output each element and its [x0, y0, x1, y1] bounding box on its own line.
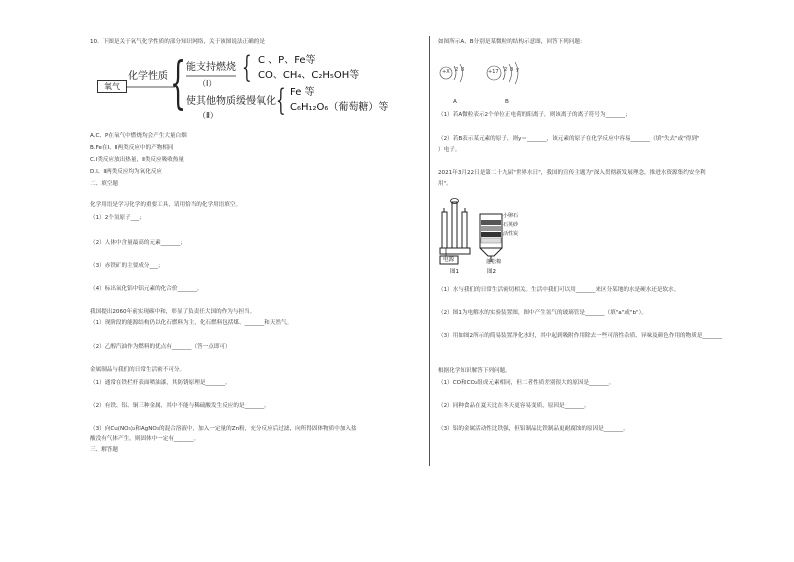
branch2-brace: {	[276, 83, 286, 118]
atom-a-shell2: 8	[461, 67, 465, 73]
water-q1: （1）水与我们的日常生活密切相关。生活中我们可以用_______来区分某地的水是硬水还是软水。	[438, 287, 680, 293]
chem-knowledge-intro: 根据化学知识解答下列问题。	[438, 368, 511, 374]
metal-intro: 金属制品与我们的日常生活密不可分。	[90, 367, 186, 373]
figure-1-caption: 图1	[450, 269, 459, 275]
option-d: D.Ⅰ、Ⅱ两类反应均为氧化反应	[90, 169, 163, 175]
branch2-examples-1: Fe 等	[290, 87, 315, 98]
fill-2: （2）人体中含量最高的元素_______；	[90, 240, 186, 246]
particle-intro: 如图所示A、B分别是某微粒的结构示意图，回答下列问题：	[438, 39, 586, 45]
chem-language-intro: 化学用语是学习化学的重要工具，请用恰当的化学用语填空。	[90, 202, 242, 208]
power-supply-label: 电源	[443, 257, 455, 263]
metal-3b: 酸没有气体产生，则固体中一定有_______。	[90, 436, 200, 442]
metal-2: （2）有铁、铝、铜三种金属，其中不能与稀硫酸发生反应的是_______。	[90, 403, 270, 409]
fill-1: （1）2个氢原子___；	[90, 215, 145, 221]
section-fill-title: 二、填空题	[90, 181, 118, 187]
atom-a-label: A	[453, 99, 457, 105]
metal-1: （1）通常在铁栏杆表面喷油漆，其防锈原理是_______。	[90, 380, 231, 386]
branch1-number: （Ⅰ）	[198, 79, 217, 88]
chem-q2: （2）同种食品在夏天比在冬天更容易变质，原因是_______。	[438, 403, 590, 409]
atom-a-shell1: 2	[455, 67, 459, 73]
water-q2: （2）图1为电解水的实验装置图，图中产生氢气的玻璃管是_______（填"a"或"b"）。	[438, 310, 647, 316]
water-day-intro-1: 2021年3月22日是第二十九届"世界水日"，我国的宣传主题为"深入贯彻新发展理念，推进水资源集约安全利	[438, 170, 706, 176]
atom-q2b: ）电子。	[438, 147, 461, 153]
option-b: B.Fe在Ⅰ、Ⅱ两类反应中的产物相同	[90, 145, 174, 151]
atom-b-shell1: 2	[504, 67, 508, 73]
branch1-brace: {	[242, 50, 252, 85]
atom-q2a: （2）若B表示某元素的原子，则y＝_______，该元素的原子在化学反应中容易_______（填"失去"或"得到"	[438, 136, 700, 142]
question-10-title: 10．下图是关于氧气化学性质的部分知识网络，关于该图说法正确的是	[90, 39, 265, 45]
branch1-label: 能支持燃烧	[186, 62, 236, 73]
branch2-number: （Ⅱ）	[198, 111, 218, 120]
layer-pebbles: 小卵石	[503, 213, 519, 219]
fill-3: （3）赤铁矿的主要成分___；	[90, 263, 164, 269]
carbon-neutral-intro: 我国提出2060年前实现碳中和，彰显了负责任大国的作为与担当。	[90, 309, 256, 315]
chem-q1: （1）CO和CO₂组成元素相同，但二者性质差别很大的原因是_______。	[438, 380, 615, 386]
carbon-1: （1）现阶段的能源结构仍以化石燃料为主，化石燃料包括煤、_______和天然气。	[90, 320, 293, 326]
branch1-examples-1: C 、P、Fe等	[258, 55, 316, 66]
option-a: A.C、P在氧气中燃烧均会产生大量白烟	[90, 133, 187, 139]
layer-quartz-sand: 石英砂	[503, 222, 519, 228]
metal-3a: （3）向Cu(NO₃)₂和AgNO₃的混合溶液中，加入一定量的Zn粉，充分反应后过滤，向所得固体物质中加入盐	[90, 426, 357, 432]
atom-b-nucleus: +17	[488, 69, 499, 75]
option-c: C.Ⅰ类反应放出热量，Ⅱ类反应吸收热量	[90, 157, 184, 163]
layer-activated-carbon: 活性炭	[503, 231, 519, 237]
oxygen-box: 氧气	[97, 80, 127, 93]
column-divider	[429, 36, 430, 466]
main-brace: {	[170, 51, 187, 116]
branch2-examples-2: C₆H₁₂O₆（葡萄糖）等	[290, 102, 389, 113]
atom-b-shell3: y	[516, 67, 519, 73]
branch2-label: 使其他物质缓慢氧化	[186, 96, 276, 107]
fill-4: （4）标出氧化铝中铝元素的化合价_______。	[90, 286, 203, 292]
atom-q1: （1）若A微粒表示2个单位正电荷的阳离子，则该离子的离子符号为_______；	[438, 112, 631, 118]
carbon-2: （2）乙醇汽油作为燃料的优点有_______（答一点即可）	[90, 344, 231, 350]
chem-q3: （3）铝的金属活动性比铁强，但铝制品比铁制品更耐腐蚀的原因是_______。	[438, 426, 629, 432]
water-day-intro-2: 用"。	[438, 181, 452, 187]
atom-b-label: B	[505, 99, 509, 105]
water-q3: （3）用如图2所示的简易装置净化水时，其中起到吸附作用除去一些可溶性杂质、异味及颜色作用的物质是_______	[438, 333, 723, 339]
chemical-property-label: 化学性质	[128, 71, 168, 82]
atom-b-shell2: 8	[510, 67, 514, 73]
branch1-examples-2: CO、CH₄、C₂H₅OH等	[258, 70, 360, 81]
figure-2-caption: 图2	[487, 269, 496, 275]
section-answer-title: 三、解答题	[90, 447, 118, 453]
layer-cotton: 蓬松棉	[486, 259, 502, 265]
atom-a-nucleus: +X	[442, 69, 450, 75]
